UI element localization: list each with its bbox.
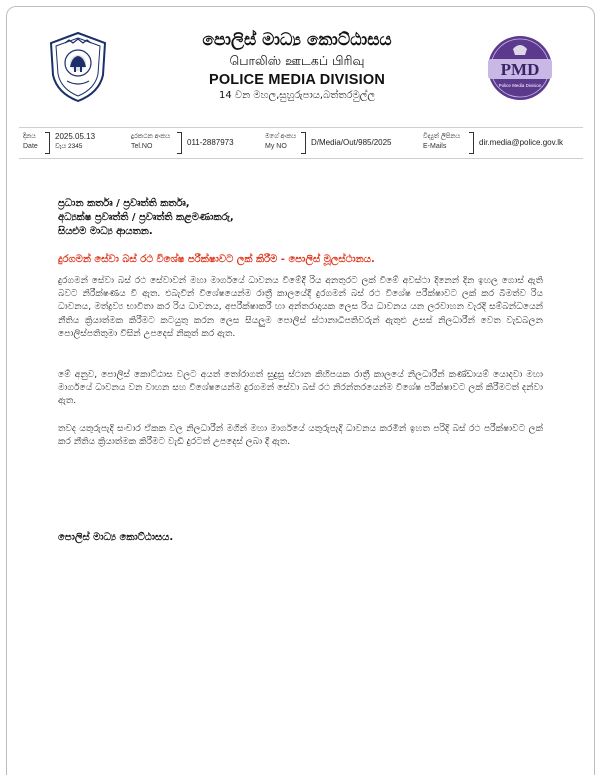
my-number-cell — [265, 132, 445, 154]
title-tamil: பொலிஸ் ஊடகப் பிரிவு — [229, 53, 365, 68]
date-label-en: Date — [23, 143, 38, 150]
signature: පොලිස් මාධ්‍ය කොට්ඨාසය. — [58, 532, 174, 543]
email-bracket — [469, 132, 474, 154]
letterhead-text — [127, 29, 467, 103]
subject-line: දුරගමන් සේවා බස් රථ විශේෂ පරීක්ෂාවට ලක් කිරීම - පොලිස් මූලස්ථානය. — [58, 254, 375, 265]
date-label-si: දිනය — [23, 133, 36, 140]
reference-bar — [19, 127, 583, 159]
tel-bracket — [177, 132, 182, 154]
body-paragraph: මේ අනුව, පොලිස් කොට්ඨාස වලට අයත් තෝරාගත් සුදුසු ස්ථාන කිහිපයක රාත්‍රී කාලයේ නිලධාරීන් කණ්ඩායම් යොදවා මහා මාර්ගයේ ධාවනය වන වාහන සහ විශේෂයෙන්ම දුරගමන් සේවා බස් රථ නිරන්තරයෙන්ම විශේෂ පරීක්ෂාවට ලක් කිරීමටත් දන්වා ඇත. — [58, 370, 543, 407]
tel-value: 011-2887973 — [187, 138, 234, 147]
pmd-logo-subtext: Police Media Division — [498, 83, 542, 88]
address: 14 වන මහල,සුහුරුපාය,බත්තරමුල්ල — [219, 90, 375, 101]
date-bracket — [45, 132, 50, 154]
body-paragraph: තවද යතුරුපැදි සංචාර ඒකක වල නිලධාරීන් මගින් මහා මාර්ගයේ යතුරුපැදි ධාවනය කරමින් ඉහත පරිදි බස් රථ පරීක්ෂාවට ලක් කර නීතිය ක්‍රියාත්මක කිරීමට වැඩි දුරටත් උපදෙස් ලබා දී ඇත. — [58, 424, 543, 448]
body-paragraph: දුරගමන් සේවා බස් රථ සේවාවන් මහා මාර්ගයේ ධාවනය වීමේදී රිය අනතුරට ලක් වීමේ අවස්ථා දිනෙන් දින ඉහල ගොස් ඇති බවට නිරීක්ෂණය වී ඇත. එබැවින් විශේෂයෙන්ම රාත්‍රී කාලයේදී දුරගමන් බස් රථ විශේෂ පරීක්ෂාවට ලක් කර බීමත්ව රිය ධාවනය, මත්ද්‍රව්‍ය භාවිතා කර රිය ධාවනය, අපරීක්ෂාකරී හා අන්තරාදායක ලෙස රිය ධාවනය යන ලරවාහන වැරදි සම්බන්ධයෙන් නීතිය ක්‍රියාත්මක කිරීමට කටයුතු කරන ලෙස සියලුම පොලිස් ස්ථානාධිපතිවරුන් ඇතුළු උසස් නිලධාරීන් වෙත වැඩබලන පොලිස්පතිතුමා විසින් උපදෙස් නිකුත් කර ඇත. — [58, 276, 543, 339]
my-number-label-en: My NO — [265, 143, 287, 150]
addressee-line: සියළුම මාධ්‍ය ආයතන. — [58, 226, 153, 237]
email-value: dir.media@police.gov.lk — [479, 138, 564, 147]
addressee-line: ප්‍රධාන කර්තෘ / ප්‍රවෘත්ති කර්තෘ, — [58, 198, 190, 209]
date-cell — [19, 132, 119, 154]
tel-label-en: Tel.NO — [131, 143, 153, 150]
addressee-block — [58, 197, 538, 239]
pmd-logo-text: PMD — [500, 60, 540, 79]
email-label-en: E-Mails — [423, 143, 447, 150]
title-english: POLICE MEDIA DIVISION — [208, 72, 386, 88]
date-value: 2025.05.13 — [55, 132, 96, 141]
pmd-logo-icon — [483, 35, 557, 101]
email-label-si: විද්‍යුත් ලිපිනය — [423, 133, 461, 140]
police-emblem-icon — [47, 31, 109, 103]
title-sinhala: පොලිස් මාධ්‍ය කොට්ඨාසය — [202, 30, 392, 50]
my-number-label-si: මගේ අංකය — [265, 133, 297, 140]
tel-label-si: දුරකථන අංකය — [131, 133, 171, 140]
my-number-bracket — [301, 132, 306, 154]
date-value-secondary: වැය 2345 — [55, 143, 83, 150]
letter-page — [6, 6, 595, 775]
letterhead — [7, 7, 594, 117]
addressee-line: අධ්‍යක්ෂ ප්‍රවෘත්ති / ප්‍රවෘත්ති කළමණාකරු, — [58, 212, 234, 223]
tel-cell — [131, 132, 261, 154]
email-cell — [423, 132, 583, 154]
my-number-value: D/Media/Out/985/2025 — [311, 138, 392, 147]
